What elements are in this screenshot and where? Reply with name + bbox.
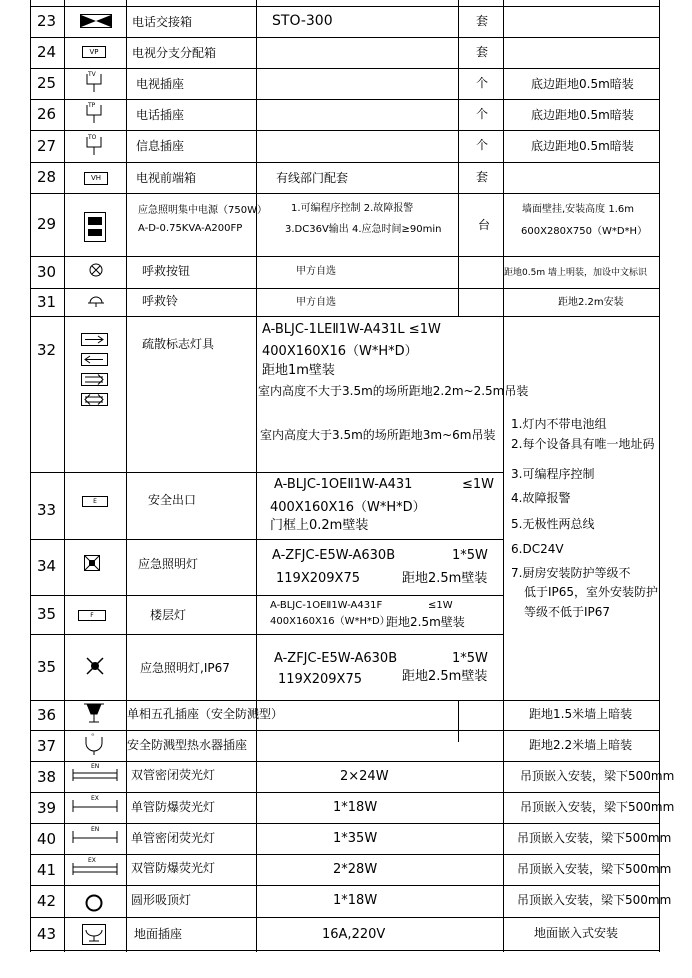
item-name: 呼救按钮 <box>142 264 191 278</box>
item-name: 应急照明灯,IP67 <box>140 661 230 675</box>
row-divider <box>30 792 660 793</box>
row-divider <box>30 595 504 596</box>
group-note: 低于IP65，室外安装防护 <box>524 585 659 599</box>
item-spec: A-ZFJC-E5W-A630B <box>272 548 396 563</box>
item-spec: A-ZFJC-E5W-A630B <box>274 651 398 666</box>
call-bell-icon <box>87 295 105 307</box>
group-note: 6.DC24V <box>511 542 564 556</box>
row-number: 27 <box>37 137 57 155</box>
item-spec: 甲方自选 <box>296 266 336 277</box>
item-name: 呼救铃 <box>142 294 179 308</box>
tp-socket-label: TP <box>88 102 96 109</box>
evacuation-sign-icon <box>81 333 109 407</box>
item-note: 墙面壁挂,安装高度 1.6m <box>522 204 635 215</box>
twin-fluorescent-en-label: EN <box>91 763 100 770</box>
item-name: 单管密闭荧光灯 <box>131 831 216 845</box>
item-name: 电话交接箱 <box>132 15 193 29</box>
item-unit: 个 <box>476 138 489 152</box>
item-name: 楼层灯 <box>150 608 187 622</box>
item-spec: A-BLJC-1LEⅡ1W-A431L ≤1W <box>262 322 441 337</box>
row-divider <box>30 162 660 163</box>
item-unit: 台 <box>478 218 491 232</box>
item-spec: 400X160X16（W*H*D） <box>270 616 390 627</box>
item-name: 电视插座 <box>136 77 185 91</box>
single-fluorescent-ex-label: EX <box>91 795 99 802</box>
row-divider <box>30 917 660 918</box>
group-note: 1.灯内不带电池组 <box>511 417 607 431</box>
item-note: 吊顶嵌入安装，梁下500mm <box>517 831 672 845</box>
item-spec: 16A,220V <box>322 927 386 942</box>
item-power: ≤1W <box>462 477 495 492</box>
column-divider <box>256 742 257 952</box>
item-name: 疏散标志灯具 <box>142 337 215 351</box>
item-spec: 距地2.5m壁装 <box>402 669 488 684</box>
row-divider <box>30 130 660 131</box>
row-number: 41 <box>37 861 57 879</box>
item-note: 600X280X750（W*D*H） <box>521 226 648 237</box>
item-subname: A-D-0.75KVA-A200FP <box>138 223 243 234</box>
row-divider <box>30 193 660 194</box>
floor-socket-icon <box>82 924 106 946</box>
row-divider <box>30 700 660 701</box>
item-spec: 3.DC36V输出 4.应急时间≥90min <box>285 224 442 235</box>
column-divider <box>503 742 504 952</box>
item-note: 距地2.2米墙上暗装 <box>529 738 633 752</box>
column-divider <box>458 700 459 742</box>
table-border-left <box>30 0 31 952</box>
item-name: 电视前端箱 <box>136 171 197 185</box>
item-spec: 400X160X16（W*H*D） <box>262 344 418 359</box>
row-number: 24 <box>37 43 57 61</box>
item-spec: 2*28W <box>333 862 378 877</box>
to-socket-label: TO <box>88 134 97 141</box>
group-note: 5.无极性两总线 <box>511 517 595 531</box>
item-name: 双管密闭荧光灯 <box>131 768 216 782</box>
emergency-light-icon <box>84 555 100 571</box>
item-spec: STO-300 <box>272 13 333 29</box>
column-divider <box>126 0 127 952</box>
single-fluorescent-en-label: EN <box>91 826 100 833</box>
item-note: 底边距地0.5m暗装 <box>531 77 634 91</box>
item-power: 1*5W <box>452 548 488 563</box>
ceiling-light-icon <box>85 894 103 912</box>
item-note: 底边距地0.5m暗装 <box>531 139 634 153</box>
row-divider <box>30 37 660 38</box>
row-number: 37 <box>37 737 57 755</box>
item-spec: 2×24W <box>340 769 389 784</box>
item-name: 地面插座 <box>134 927 183 941</box>
row-divider <box>30 823 660 824</box>
row-divider <box>30 634 504 635</box>
group-note: 3.可编程序控制 <box>511 467 595 481</box>
row-number: 23 <box>37 12 57 30</box>
item-power: ≤1W <box>428 600 453 611</box>
item-note: 吊顶嵌入安装，梁下500mm <box>517 862 672 876</box>
item-note: 距地1.5米墙上暗装 <box>529 707 633 721</box>
row-divider <box>30 885 660 886</box>
item-spec: 有线部门配套 <box>276 171 349 185</box>
item-note: 吊顶嵌入安装，梁下500mm <box>517 893 672 907</box>
item-spec: 甲方自选 <box>296 297 336 308</box>
group-note: 2.每个设备具有唯一地址码 <box>511 437 655 451</box>
item-unit: 个 <box>476 76 489 90</box>
column-divider <box>458 0 459 316</box>
water-heater-socket-icon <box>84 732 104 755</box>
item-name: 圆形吸顶灯 <box>131 893 192 907</box>
twin-fluorescent-ex-label: EX <box>88 857 96 864</box>
item-name: 信息插座 <box>136 139 185 153</box>
emergency-light-ip67-icon <box>86 657 104 675</box>
row-divider <box>30 256 660 257</box>
five-hole-socket-icon <box>83 702 105 724</box>
group-note: 4.故障报警 <box>511 491 571 505</box>
item-spec: 400X160X16（W*H*D） <box>270 500 426 515</box>
item-spec: 室内高度大于3.5m的场所距地3m~6m吊装 <box>260 428 496 442</box>
water-heater-socket-label: ∝ <box>91 732 95 738</box>
item-unit: 个 <box>476 107 489 121</box>
tv-socket-label: TV <box>88 71 96 78</box>
item-note: 地面嵌入式安装 <box>534 926 619 940</box>
item-spec: 1*35W <box>333 831 378 846</box>
group-note: 7.厨房安装防护等级不 <box>511 566 631 580</box>
telephone-box-icon <box>80 14 112 28</box>
item-name: 应急照明灯 <box>138 557 199 571</box>
item-spec: 119X209X75 <box>276 571 360 586</box>
row-number: 38 <box>37 768 57 786</box>
column-divider <box>503 316 504 700</box>
row-divider <box>30 6 660 7</box>
row-number: 40 <box>37 830 57 848</box>
row-number: 29 <box>37 215 57 233</box>
item-note: 底边距地0.5m暗装 <box>531 108 634 122</box>
row-number: 25 <box>37 74 57 92</box>
item-unit: 套 <box>476 170 489 184</box>
item-name: 电视分支分配箱 <box>132 46 217 60</box>
row-divider <box>30 288 660 289</box>
item-note: 距地0.5m 墙上明装，加设中文标识 <box>504 268 647 278</box>
item-spec: 距地2.5m壁装 <box>386 615 465 629</box>
item-name: 应急照明集中电源（750W） <box>138 205 267 216</box>
item-note: 吊顶嵌入安装，梁下500mm <box>520 800 675 814</box>
table-border-bottom <box>30 950 660 951</box>
emergency-power-icon <box>84 212 106 242</box>
item-spec: 1*18W <box>333 800 378 815</box>
item-spec: 门框上0.2m壁装 <box>270 518 369 533</box>
vh-box-icon: VH <box>84 172 108 185</box>
item-name: 双管防爆荧光灯 <box>131 861 216 875</box>
item-spec: 119X209X75 <box>278 672 362 687</box>
row-divider <box>30 761 660 762</box>
item-spec: 距地2.5m壁装 <box>402 571 488 586</box>
column-divider <box>64 0 65 952</box>
item-unit: 套 <box>476 14 489 28</box>
item-spec: 1*18W <box>333 893 378 908</box>
item-spec: 距地1m壁装 <box>262 363 335 378</box>
row-number: 31 <box>37 293 57 311</box>
column-divider <box>503 700 504 742</box>
row-divider <box>30 539 504 540</box>
group-note: 等级不低于IP67 <box>524 605 611 619</box>
row-number: 35 <box>37 658 57 676</box>
row-number: 30 <box>37 263 57 281</box>
row-divider <box>30 730 660 731</box>
item-name: 安全防溅型热水器插座 <box>127 738 248 752</box>
row-number: 28 <box>37 168 57 186</box>
row-number: 32 <box>37 341 57 359</box>
item-name: 电话插座 <box>136 108 185 122</box>
row-number: 33 <box>37 501 57 519</box>
item-note: 吊顶嵌入安装，梁下500mm <box>520 769 675 783</box>
floor-light-icon: F <box>78 610 106 621</box>
row-number: 43 <box>37 925 57 943</box>
row-number: 26 <box>37 105 57 123</box>
item-spec: A-BLJC-1OEⅡ1W-A431F <box>270 600 383 611</box>
row-divider <box>30 472 504 473</box>
item-name: 单管防爆荧光灯 <box>131 800 216 814</box>
item-unit: 套 <box>476 45 489 59</box>
item-spec: 室内高度不大于3.5m的场所距地2.2m~2.5m吊装 <box>258 384 529 398</box>
row-divider <box>30 99 660 100</box>
item-spec: 1.可编程序控制 2.故障报警 <box>291 203 414 214</box>
item-name: 单相五孔插座（安全防溅型） <box>127 707 284 721</box>
row-divider <box>30 316 660 317</box>
item-name: 安全出口 <box>148 493 197 507</box>
vp-box-icon: VP <box>82 46 106 58</box>
call-button-icon <box>89 263 103 277</box>
row-number: 35 <box>37 605 57 623</box>
row-number: 39 <box>37 799 57 817</box>
row-divider <box>30 854 660 855</box>
item-spec: A-BLJC-1OEⅡ1W-A431 <box>274 477 413 492</box>
exit-sign-icon: E <box>82 496 108 507</box>
row-number: 36 <box>37 706 57 724</box>
row-number: 42 <box>37 892 57 910</box>
row-number: 34 <box>37 557 57 575</box>
item-note: 距地2.2m安装 <box>558 297 624 308</box>
item-power: 1*5W <box>452 651 488 666</box>
row-divider <box>30 68 660 69</box>
